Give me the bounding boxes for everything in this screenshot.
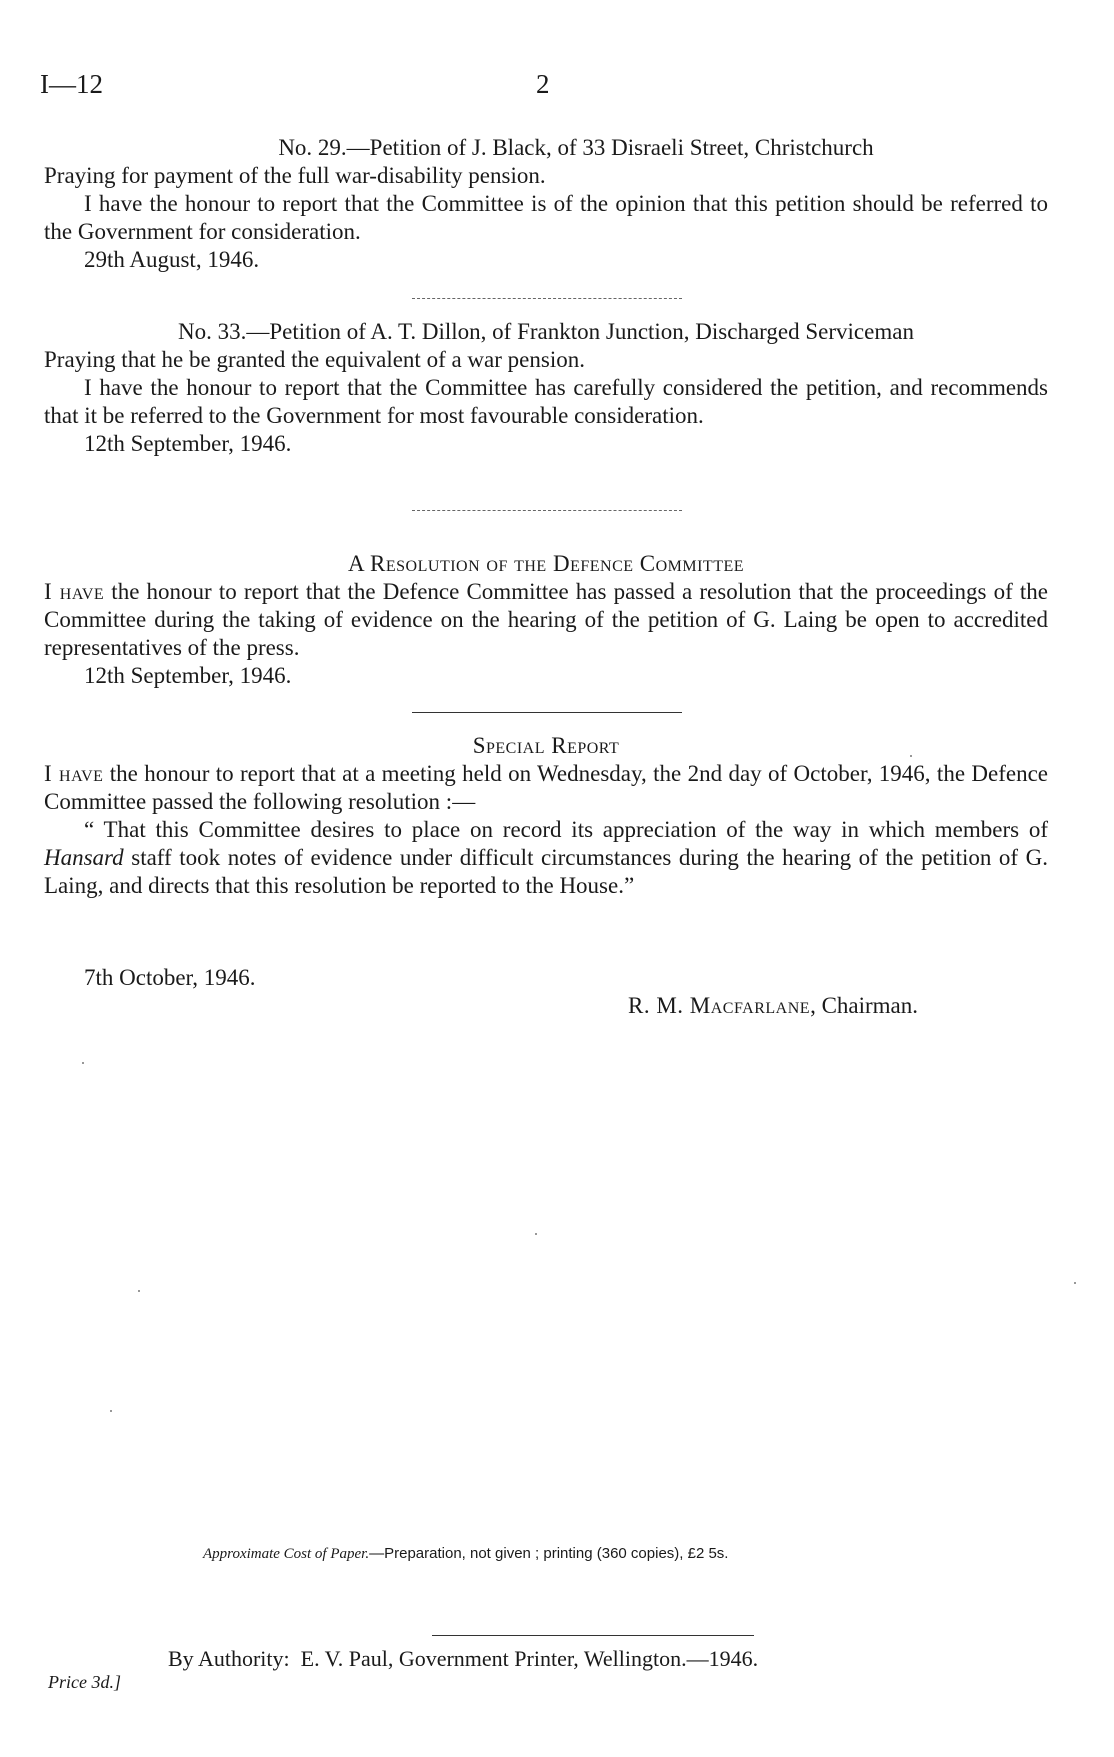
scan-speck [82, 1062, 84, 1064]
paper-code: I—12 [40, 69, 103, 99]
special-report-quote [44, 816, 1048, 900]
resolution-body: the honour to report that the Defence Committee has passed a resolution that the proceedings of the Committee during the taking of evidence on the hearing of the petition of G. Laing be open to accredited representatives of the press. [44, 579, 1048, 660]
special-report-text [44, 760, 1048, 816]
petition-29-report: I have the honour to report that the Committee is of the opinion that this petition should be referred to the Government for consideration. [44, 191, 1048, 244]
special-report-date: 7th October, 1946. [84, 965, 256, 990]
scan-speck [910, 755, 912, 757]
signature-role: , Chairman. [810, 993, 919, 1018]
special-report-body: the honour to report that at a meeting held on Wednesday, the 2nd day of October, 1946, the Defence Committee passed the following resolution :— [44, 761, 1048, 814]
petition-29-date: 29th August, 1946. [84, 247, 260, 272]
signature [628, 992, 918, 1020]
petition-33-report: I have the honour to report that the Committee has carefully considered the petition, and recommends that it be referred to the Government for most favourable consideration. [44, 375, 1048, 428]
section-divider [412, 712, 682, 713]
petition-33-section [44, 318, 1048, 458]
resolution-section [44, 550, 1048, 690]
quote-part-2: staff took notes of evidence under difficult circumstances during the hearing of the petition of G. Laing, and directs that this resolution be reported to the House.” [44, 845, 1048, 898]
petition-29-praying: Praying for payment of the full war-disability pension. [44, 163, 546, 188]
petition-33-title: No. 33.—Petition of A. T. Dillon, of Frankton Junction, Discharged Serviceman [178, 319, 914, 344]
special-report-heading: Special Report [472, 733, 620, 758]
section-divider [412, 510, 682, 511]
scan-speck [110, 1410, 112, 1412]
signature-name: R. M. Macfarlane [628, 993, 811, 1018]
petition-29-title: No. 29.—Petition of J. Black, of 33 Disraeli Street, Christchurch [278, 135, 874, 160]
printer-authority [168, 1646, 758, 1672]
resolution-text [44, 578, 1048, 662]
petition-29-section [44, 134, 1048, 274]
quote-italic-hansard: Hansard [44, 845, 124, 870]
petition-33-praying: Praying that he be granted the equivalent of a war pension. [44, 347, 585, 372]
special-report-lead: I have [44, 761, 104, 786]
footer-rule [432, 1635, 754, 1636]
resolution-date: 12th September, 1946. [84, 663, 292, 688]
scan-speck [138, 1290, 140, 1292]
authority-label: By Authority: [168, 1646, 290, 1671]
page-number: 2 [536, 69, 550, 99]
resolution-lead: I have [44, 579, 105, 604]
scan-speck [535, 1233, 537, 1235]
cost-of-paper [203, 1545, 728, 1563]
price: Price 3d.] [48, 1672, 121, 1692]
scan-speck [1074, 1282, 1076, 1284]
resolution-heading: A Resolution of the Defence Committee [347, 551, 745, 576]
petition-33-date: 12th September, 1946. [84, 431, 292, 456]
authority-text: E. V. Paul, Government Printer, Wellington.—1946. [300, 1646, 759, 1671]
section-divider [412, 298, 682, 299]
quote-part-1: “ That this Committee desires to place on record its appreciation of the way in which members of [84, 817, 1048, 842]
cost-label: Approximate Cost of Paper. [203, 1546, 370, 1562]
special-report-section [44, 732, 1048, 900]
cost-text: —Preparation, not given ; printing (360 copies), £2 5s. [369, 1545, 729, 1562]
